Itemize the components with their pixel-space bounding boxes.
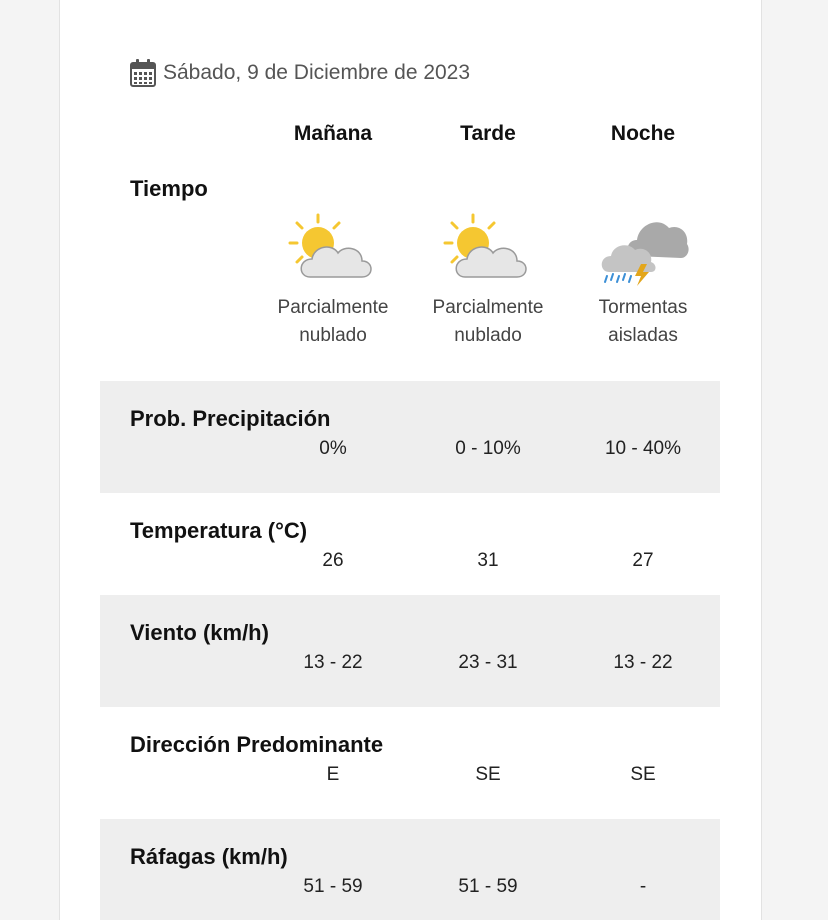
gusts-night: -: [639, 876, 647, 897]
temperature-night: 27: [632, 550, 654, 571]
condition-morning: Parcialmente nublado: [277, 297, 389, 346]
direction-morning: E: [326, 764, 340, 785]
weather-label: Tiempo: [130, 176, 208, 201]
thunderstorm-icon: [568, 206, 718, 290]
precipitation-label: Prob. Precipitación: [130, 406, 331, 431]
date-row: [130, 58, 470, 88]
partly-cloudy-icon: [413, 206, 563, 290]
temperature-label: Temperatura (°C): [130, 518, 308, 543]
forecast-card: [59, 0, 762, 920]
direction-afternoon: SE: [475, 764, 501, 785]
forecast-date: Sábado, 9 de Diciembre de 2023: [163, 61, 471, 84]
gusts-afternoon: 51 - 59: [458, 876, 518, 897]
period-night: Noche: [610, 122, 676, 145]
partly-cloudy-icon: [258, 206, 408, 290]
temperature-afternoon: 31: [477, 550, 499, 571]
period-morning: Mañana: [293, 122, 373, 145]
temperature-morning: 26: [322, 550, 344, 571]
row-band-precipitation: [100, 381, 720, 493]
row-band-wind: [100, 595, 720, 707]
direction-label: Dirección Predominante: [130, 732, 384, 757]
gusts-morning: 51 - 59: [303, 876, 363, 897]
wind-morning: 13 - 22: [303, 652, 363, 673]
precipitation-night: 10 - 40%: [604, 438, 682, 459]
gusts-label: Ráfagas (km/h): [130, 844, 288, 869]
period-afternoon: Tarde: [460, 122, 516, 145]
direction-night: SE: [630, 764, 656, 785]
precipitation-afternoon: 0 - 10%: [455, 438, 521, 459]
wind-label: Viento (km/h): [130, 620, 269, 645]
calendar-icon: [130, 59, 156, 87]
precipitation-morning: 0%: [319, 438, 347, 459]
wind-night: 13 - 22: [613, 652, 673, 673]
wind-afternoon: 23 - 31: [458, 652, 518, 673]
condition-night: Tormentas aisladas: [598, 297, 688, 346]
condition-afternoon: Parcialmente nublado: [432, 297, 544, 346]
